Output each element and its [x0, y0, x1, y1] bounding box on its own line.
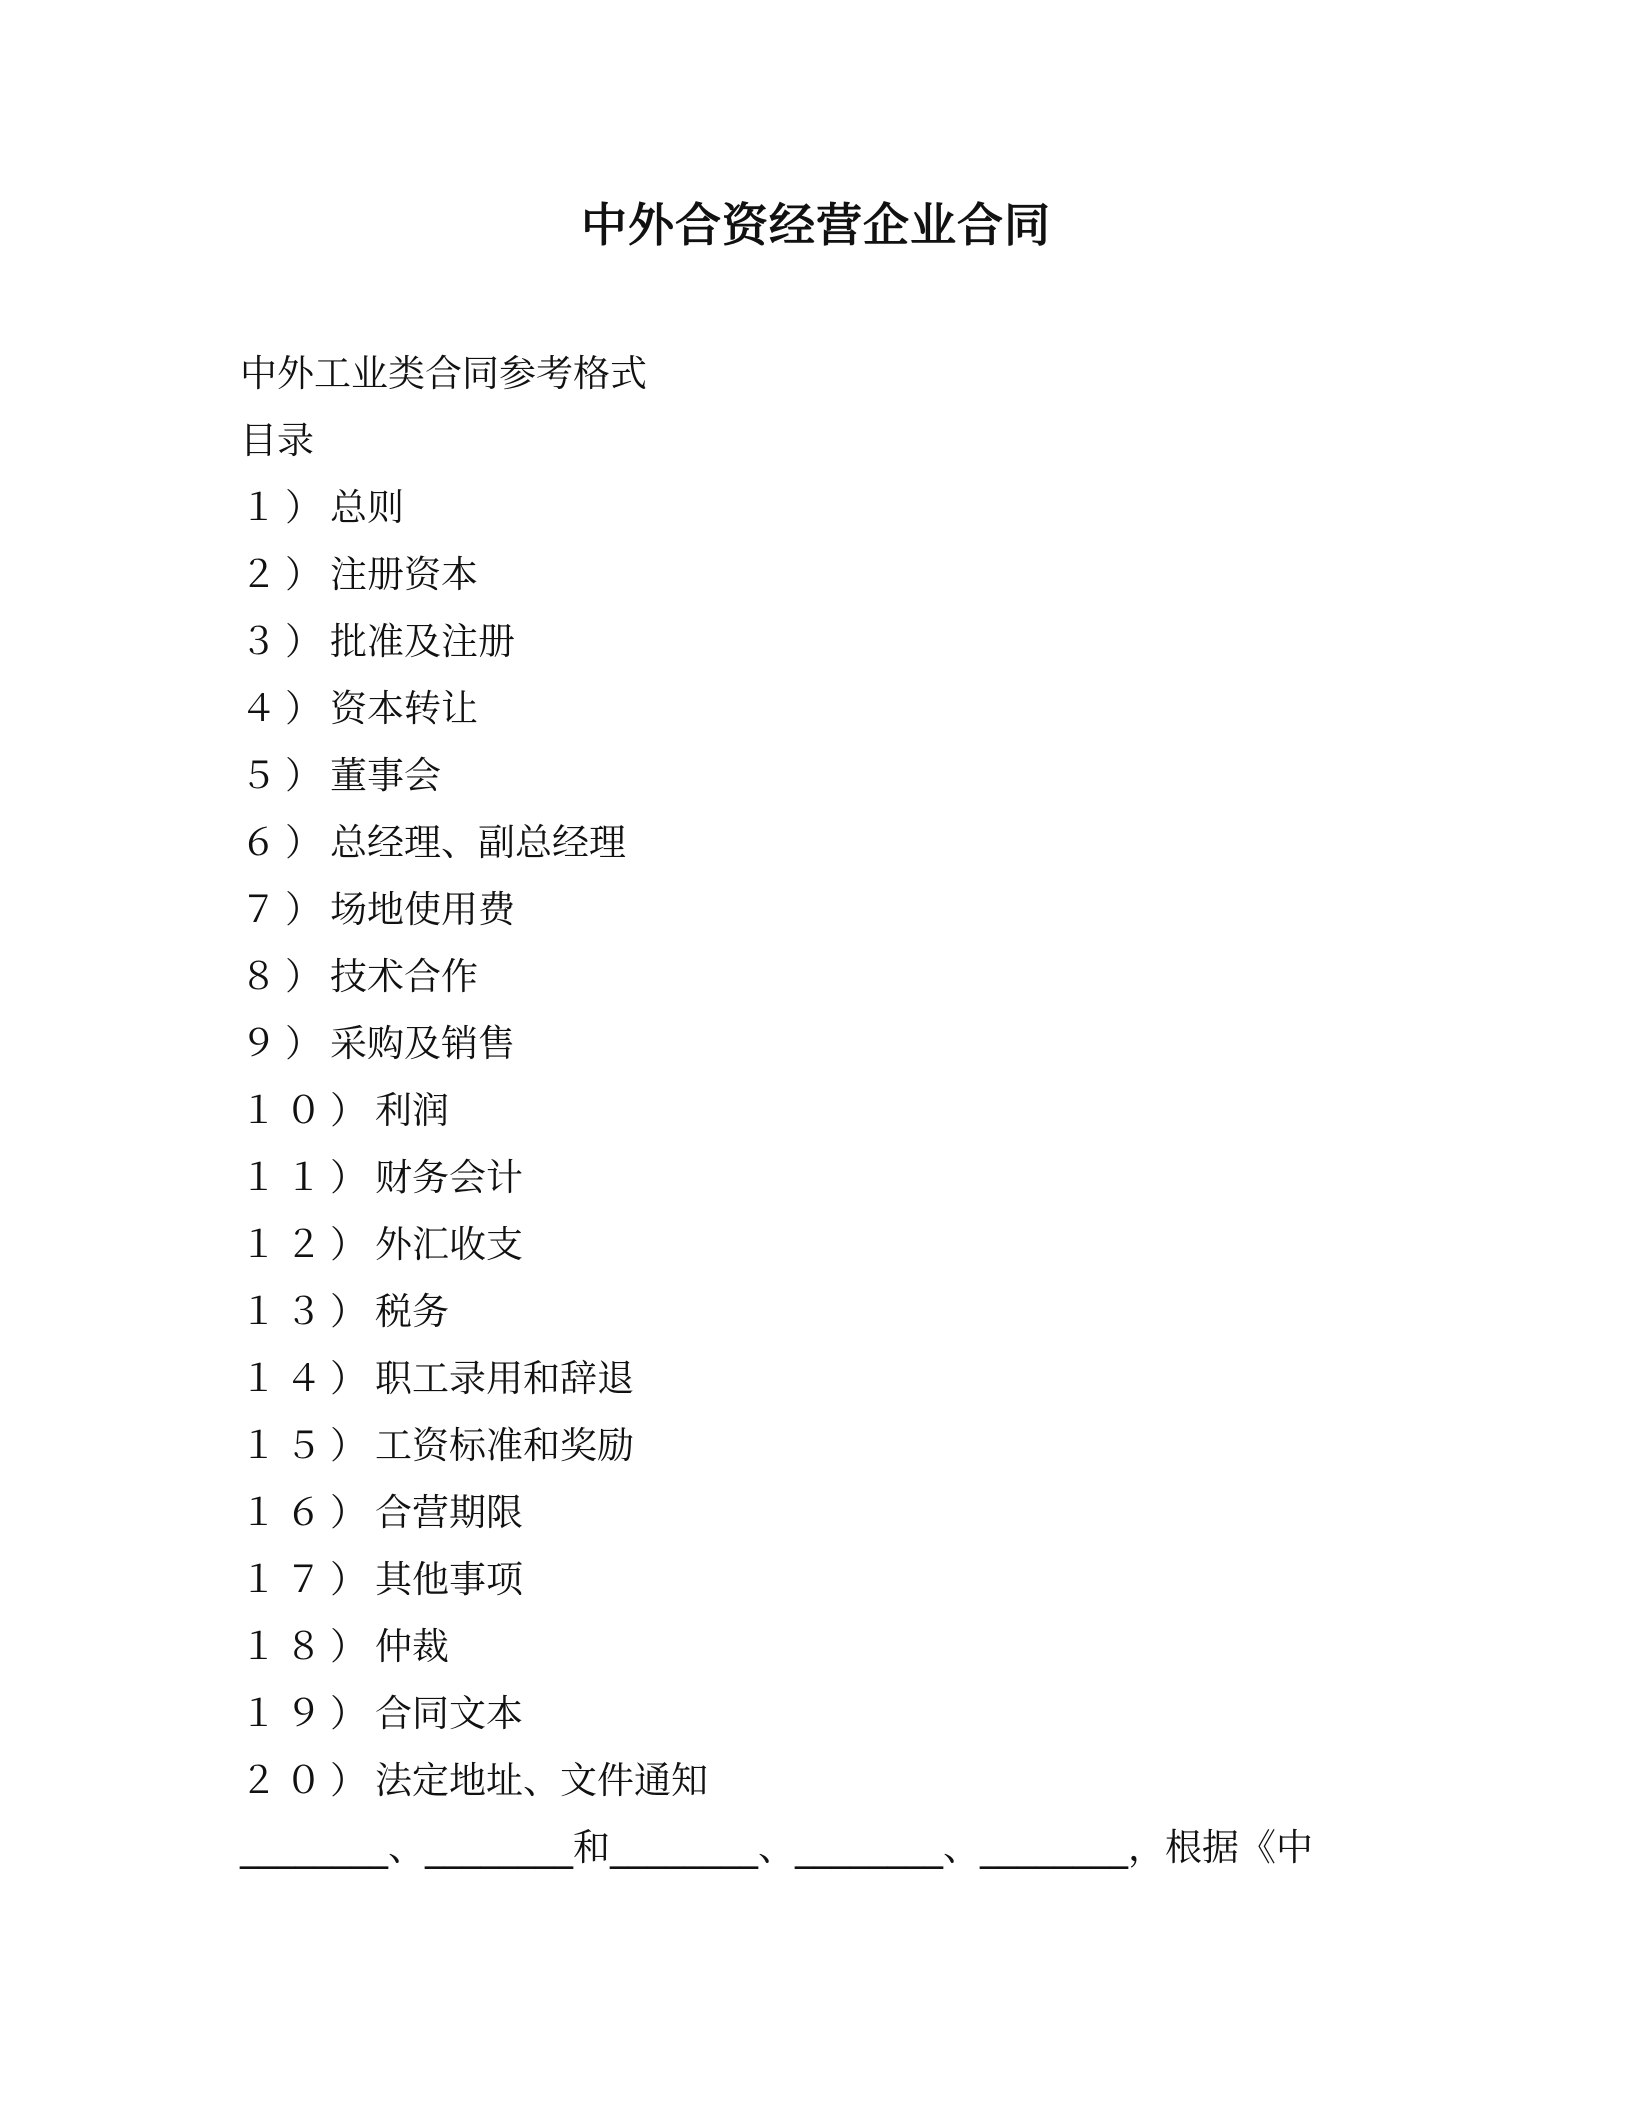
toc-item-number: ９） — [240, 1022, 330, 1065]
toc-item-number: １１） — [240, 1156, 375, 1199]
toc-item-number: １８） — [240, 1625, 375, 1668]
toc-item-number: ４） — [240, 687, 330, 730]
toc-item-number: ２） — [240, 553, 330, 596]
toc-item — [240, 943, 1420, 1010]
toc-item-number: １６） — [240, 1491, 375, 1534]
document-title: 中外合资经营企业合同 — [581, 198, 1051, 252]
table-of-contents — [240, 474, 1420, 1814]
document-subtitle: 中外工业类合同参考格式 — [240, 352, 647, 395]
toc-item-label: 注册资本 — [330, 553, 478, 596]
toc-item-number: ３） — [240, 620, 330, 663]
toc-item — [240, 1680, 1420, 1747]
toc-item-label: 技术合作 — [330, 955, 478, 998]
toc-item-number: １９） — [240, 1692, 375, 1735]
toc-item-number: ６） — [240, 821, 330, 864]
toc-item-label: 仲裁 — [375, 1625, 449, 1668]
toc-item-label: 董事会 — [330, 754, 441, 797]
toc-item-label: 利润 — [375, 1089, 449, 1132]
toc-item — [240, 608, 1420, 675]
toc-item-number: ５） — [240, 754, 330, 797]
toc-item — [240, 1747, 1420, 1814]
toc-item-label: 合同文本 — [375, 1692, 523, 1735]
toc-item-label: 资本转让 — [330, 687, 478, 730]
toc-item-label: 外汇收支 — [375, 1223, 523, 1266]
toc-item-label: 税务 — [375, 1290, 449, 1333]
toc-item-number: １２） — [240, 1223, 375, 1266]
toc-item — [240, 541, 1420, 608]
toc-item — [240, 809, 1420, 876]
toc-item-number: ７） — [240, 888, 330, 931]
toc-item-number: １） — [240, 486, 330, 529]
toc-item-label: 采购及销售 — [330, 1022, 515, 1065]
toc-item-label: 场地使用费 — [330, 888, 515, 931]
toc-item — [240, 474, 1420, 541]
toc-item-number: ８） — [240, 955, 330, 998]
toc-item — [240, 742, 1420, 809]
toc-item-label: 其他事项 — [375, 1558, 523, 1601]
toc-item — [240, 1077, 1420, 1144]
toc-item-label: 批准及注册 — [330, 620, 515, 663]
toc-item — [240, 1211, 1420, 1278]
toc-item — [240, 675, 1420, 742]
toc-item-number: １７） — [240, 1558, 375, 1601]
toc-item-number: １４） — [240, 1357, 375, 1400]
toc-item — [240, 1613, 1420, 1680]
toc-item-label: 法定地址、文件通知 — [375, 1759, 708, 1802]
toc-item-label: 职工录用和辞退 — [375, 1357, 634, 1400]
toc-item-label: 总则 — [330, 486, 404, 529]
toc-item — [240, 1345, 1420, 1412]
toc-item — [240, 1412, 1420, 1479]
toc-item — [240, 1278, 1420, 1345]
toc-item — [240, 1479, 1420, 1546]
toc-heading: 目录 — [240, 419, 314, 462]
toc-item — [240, 1010, 1420, 1077]
toc-item-number: ２０） — [240, 1759, 375, 1802]
toc-item-number: １３） — [240, 1290, 375, 1333]
contract-preamble-line: ________、________和________、________、________，根据《中 — [240, 1826, 1313, 1869]
toc-item — [240, 1546, 1420, 1613]
toc-item-label: 工资标准和奖励 — [375, 1424, 634, 1467]
toc-item-number: １５） — [240, 1424, 375, 1467]
toc-item-label: 总经理、副总经理 — [330, 821, 626, 864]
toc-item-label: 合营期限 — [375, 1491, 523, 1534]
toc-item — [240, 1144, 1420, 1211]
toc-item-number: １０） — [240, 1089, 375, 1132]
document-body — [240, 340, 1420, 1881]
toc-item — [240, 876, 1420, 943]
toc-item-label: 财务会计 — [375, 1156, 523, 1199]
